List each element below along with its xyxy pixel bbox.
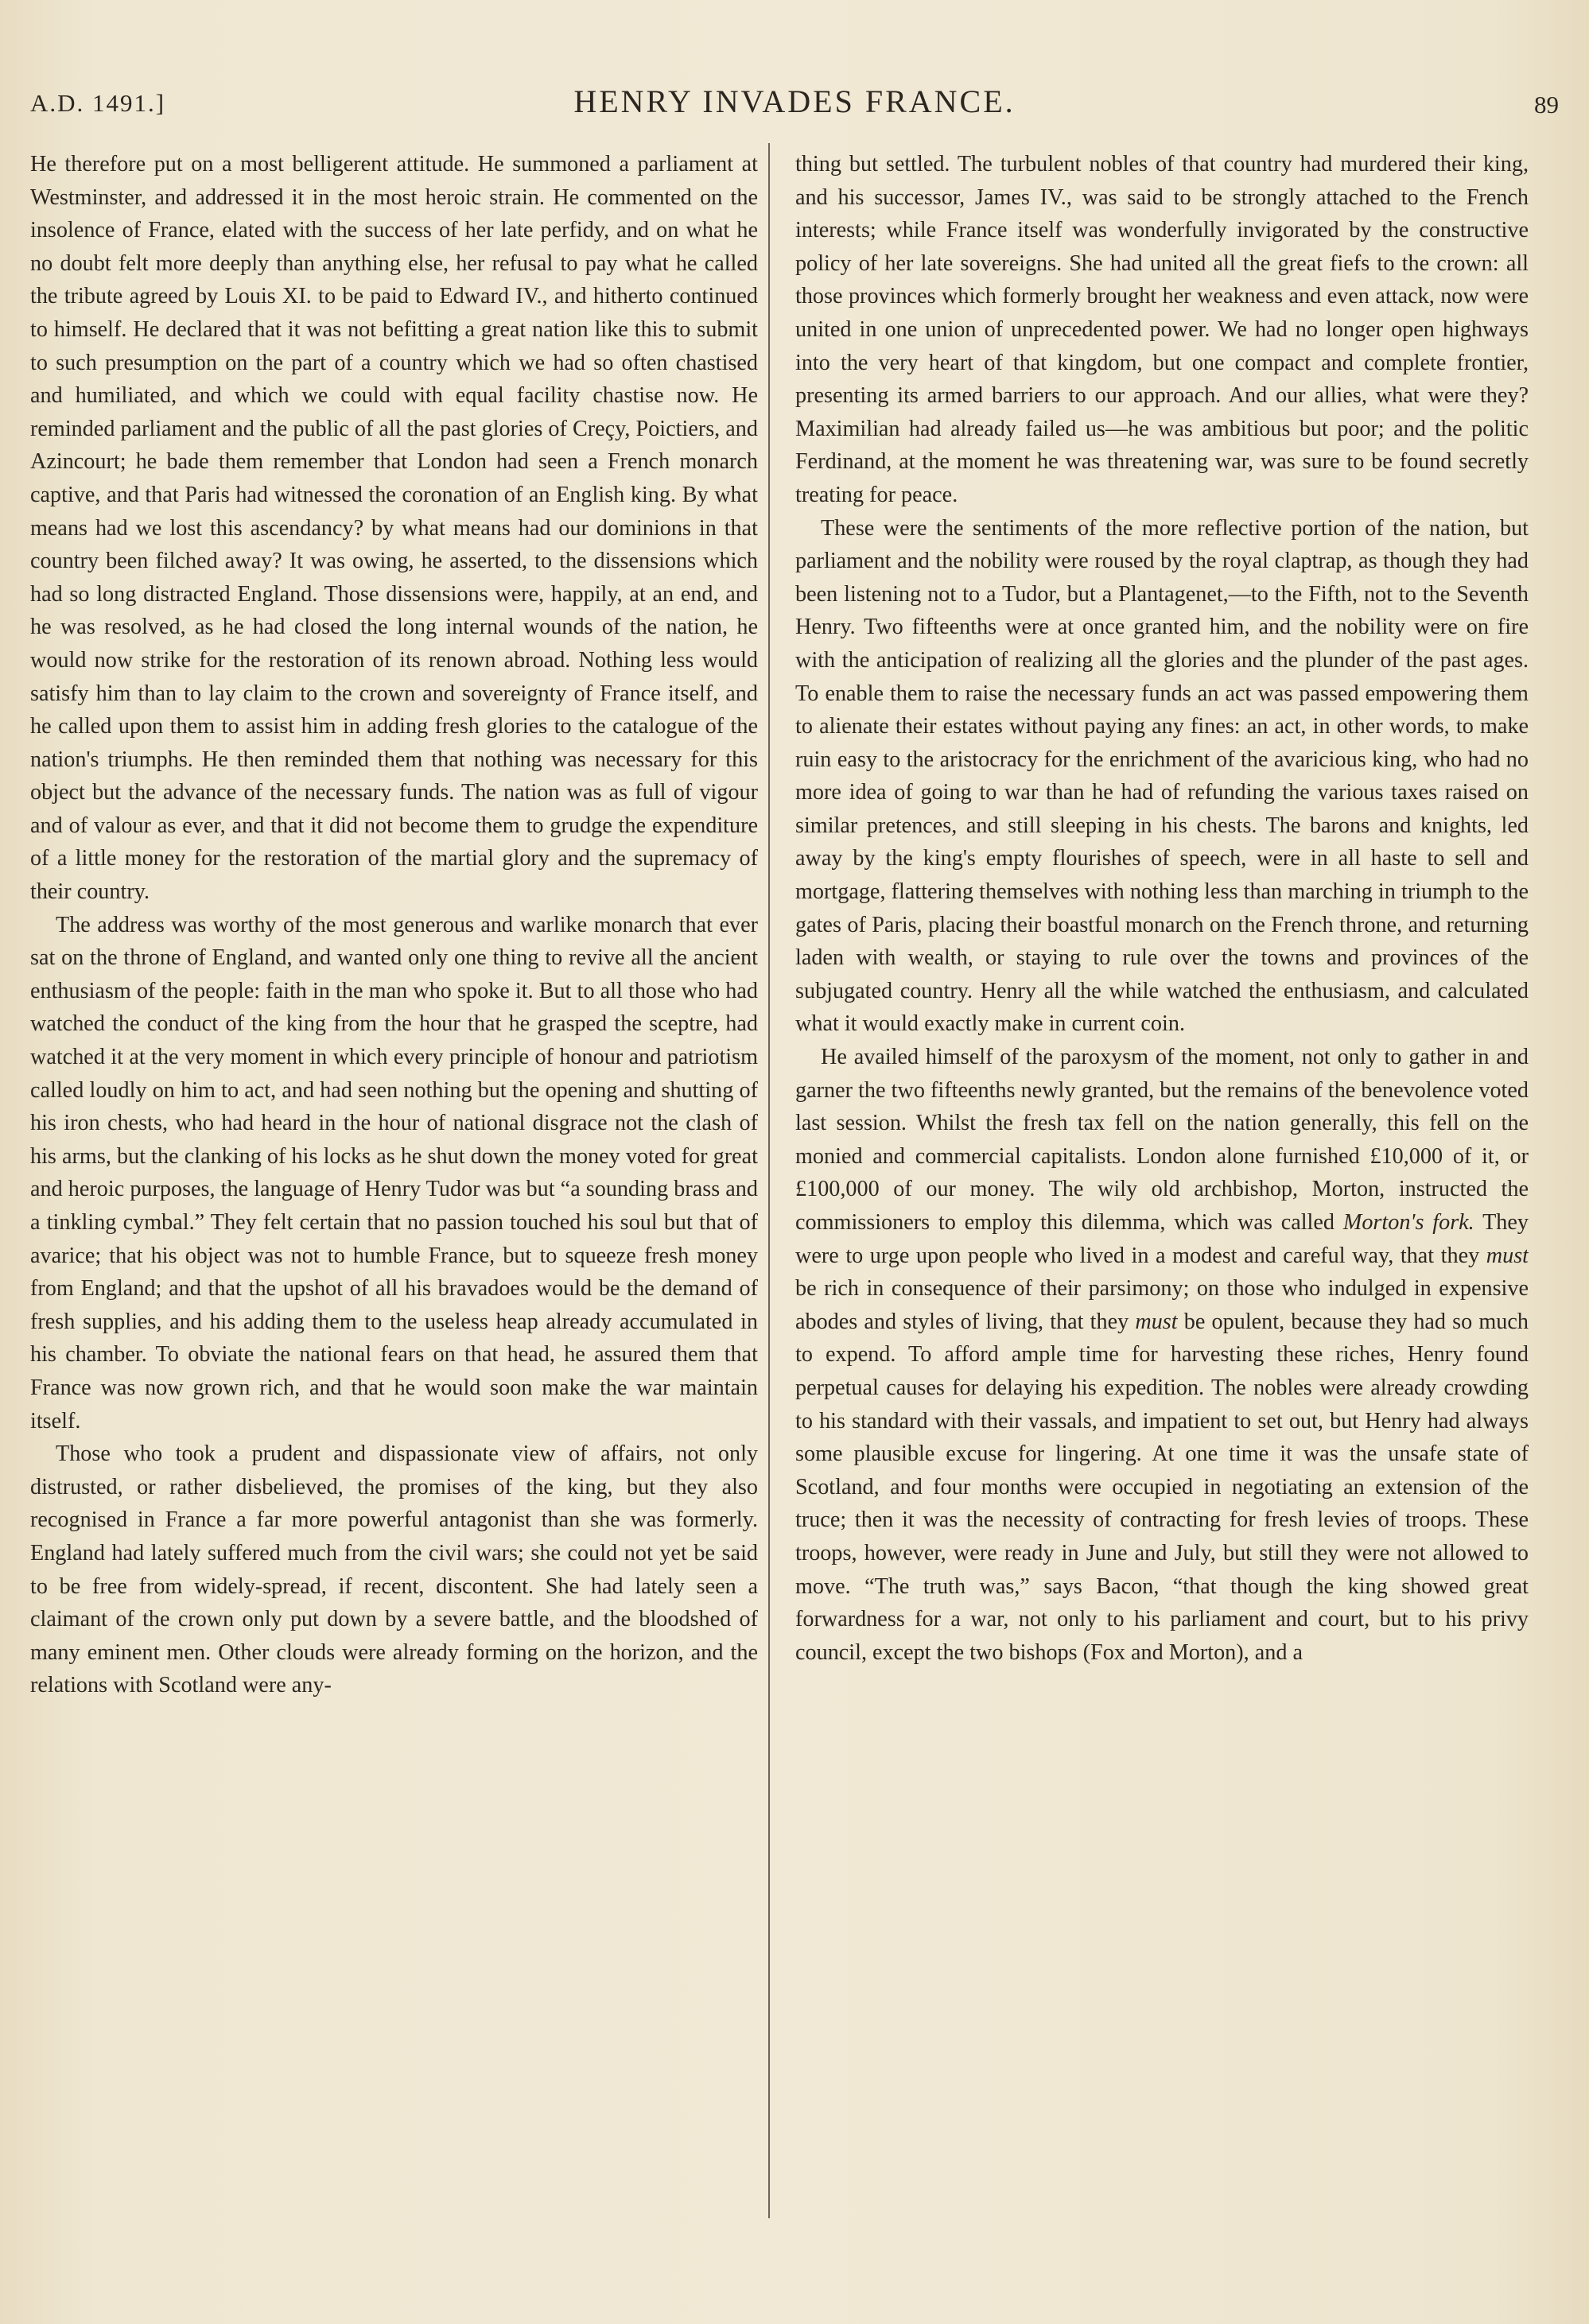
paragraph: He therefore put on a most belligerent attitude. He summoned a parliament at Westminster, and addressed it in the most heroic strain. He commented on the insolence of France, elated with the success of her late perfidy, and on what he no doubt felt more deeply than anything else, her refusal to pay what he called the tribute agreed by Louis XI. to be paid to Edward IV., and hitherto continued to himself. He declared that it was not befitting a great nation like this to submit to such presumption on the part of a country which we had so often chastised and humiliated, and which we could with equal facility chastise now. He reminded parliament and the public of all the past glories of Creçy, Poictiers, and Azincourt; he bade them remember that London had seen a French monarch captive, and that Paris had witnessed the coronation of an English king. By what means had we lost this ascendancy? by what means had our dominions in that country been filched away? It was owing, he asserted, to the dissensions which had so long distracted England. Those dissensions were, happily, at an end, and he was resolved, as he had closed the long internal wounds of the nation, he would now strike for the restoration of its renown abroad. Nothing less would satisfy him than to lay claim to the crown and sovereignty of France itself, and he called upon them to assist him in adding fresh glories to the catalogue of the nation's triumphs. He then reminded them that nothing was necessary for this object but the advance of the necessary funds. The nation was as full of vigour and of valour as ever, and that it did not become them to grudge the expenditure of a little money for the restoration of the martial glory and the supremacy of their country. [30,152,758,905]
text-run: be rich in consequence of their parsimony; on those who indulged in expensive abodes and styles of living, that they [795,1276,1529,1334]
italic-emphasis: must [1486,1243,1529,1268]
right-column [795,148,1529,2215]
paragraph: Those who took a prudent and dispassionate view of affairs, not only distrusted, or rather disbelieved, the promises of the king, but they also recognised in France a far more powerful antagonist than she was formerly. England had lately suffered much from the civil wars; she could not yet be said to be free from widely-spread, if recent, discontent. She had lately seen a claimant of the crown only put down by a severe battle, and the bloodshed of many eminent men. Other clouds were already forming on the horizon, and the relations with Scotland were any- [30,1441,758,1698]
header-date: A.D. 1491.] [30,89,166,117]
header-title: HENRY INVADES FRANCE. [573,83,1016,119]
page-number: 89 [1534,91,1559,118]
paragraph [795,1041,1529,1669]
column-divider [768,143,770,2218]
paragraph: The address was worthy of the most generous and warlike monarch that ever sat on the throne of England, and wanted only one thing to revive all the ancient enthusiasm of the people: faith in the man who spoke it. But to all those who had watched the conduct of the king from the hour that he grasped the sceptre, had watched it at the very moment in which every principle of honour and patriotism called loudly on him to act, and had seen nothing but the opening and shutting of his iron chests, who had heard in the hour of national disgrace not the clash of his arms, but the clanking of his locks as he shut down the money voted for great and heroic purposes, the language of Henry Tudor was but “a sounding brass and a tinkling cymbal.” They felt certain that no passion touched his soul but that of avarice; that his object was not to humble France, but to squeeze fresh money from England; and that the upshot of all his bravadoes would be the demand of fresh supplies, and his adding them to the useless heap already accumulated in his chamber. To obviate the national fears on that head, he assured them that France was now grown rich, and that he would soon make the war maintain itself. [30,912,758,1434]
running-header [30,83,1559,130]
left-column [30,148,758,2215]
italic-term: Morton's fork. [1342,1210,1474,1235]
paragraph: thing but settled. The turbulent nobles of that country had murdered their king, and his successor, James IV., was said to be strongly attached to the French interests; while France itself was wonderfully invigorated by the constructive policy of her late sovereigns. She had united all the great fiefs to the crown: all those provinces which formerly brought her weakness and even attack, now were united in one union of unprecedented power. We had no longer open highways into the very heart of that kingdom, but one compact and complete frontier, presenting its armed barriers to our approach. And our allies, what were they? Maximilian had already failed us—he was ambitious but poor; and the politic Ferdinand, at the moment he was threatening war, was sure to be found secretly treating for peace. [795,152,1529,507]
italic-emphasis: must [1135,1309,1178,1334]
text-run: They were to urge upon people who lived in a modest and careful way, that they [795,1210,1529,1268]
paragraph: These were the sentiments of the more reflective portion of the nation, but parliament and the nobility were roused by the royal claptrap, as though they had been listening not to a Tudor, but a Plantagenet,—to the Fifth, not to the Seventh Henry. Two fifteenths were at once granted him, and the nobility were on fire with the anticipation of realizing all the glories and the plunder of the past ages. To enable them to raise the necessary funds an act was passed empowering them to alienate their estates without paying any fines: an act, in other words, to make ruin easy to the aristocracy for the enrichment of the avaricious king, who had no more idea of going to war than he had of refunding the various taxes raised on similar pretences, and still sleeping in his chests. The barons and knights, led away by the king's empty flourishes of speech, were in all haste to sell and mortgage, flattering themselves with nothing less than marching in triumph to the gates of Paris, placing their boastful monarch on the French throne, and returning laden with wealth, or staying to rule over the towns and provinces of the subjugated country. Henry all the while watched the enthusiasm, and calculated what it would exactly make in current coin. [795,515,1529,1037]
text-run: He availed himself of the paroxysm of the moment, not only to gather in and garner the two fifteenths newly granted, but the remains of the benevolence voted last session. Whilst the fresh tax fell on the nation generally, this fell on the monied and commercial capitalists. London alone furnished £10,000 of it, or £100,000 of our money. The wily old archbishop, Morton, instructed the commissioners to employ this dilemma, which was called [795,1045,1529,1235]
text-run: be opulent, because they had so much to expend. To afford ample time for harvesting these riches, Henry found perpetual causes for delaying his expedition. The nobles were already crowding to his standard with their vassals, and impatient to set out, but Henry had always some plausible excuse for lingering. At one time it was the unsafe state of Scotland, and four months were occupied in negotiating an extension of the truce; then it was the necessity of contracting for fresh levies of troops. These troops, however, were ready in June and July, but still they were not allowed to move. “The truth was,” says Bacon, “that though the king showed great forwardness for a war, not only to his parliament and court, but to his privy council, except the two bishops (Fox and Morton), and a [795,1309,1529,1665]
